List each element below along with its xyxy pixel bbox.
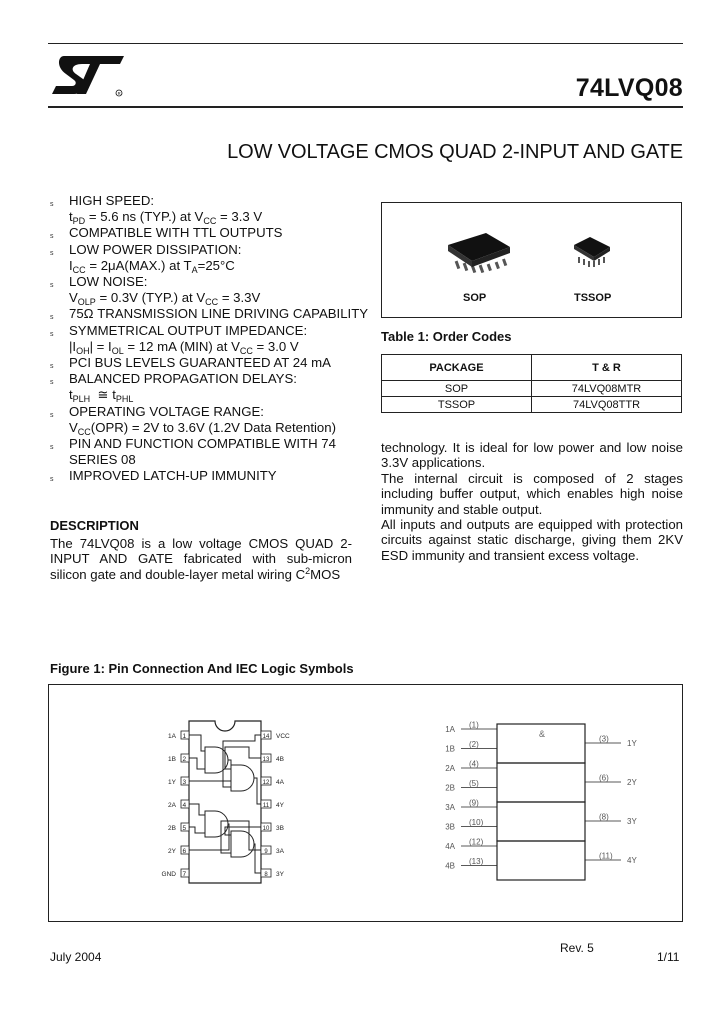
feature-item xyxy=(50,306,370,322)
iec-input-number: (9) xyxy=(469,798,479,808)
feature-item xyxy=(50,404,370,436)
gate-3-icon xyxy=(231,831,254,857)
feature-text: HIGH SPEED: xyxy=(69,193,155,208)
table-cell: 74LVQ08TTR xyxy=(532,397,682,413)
iec-output-name: 4Y xyxy=(627,856,637,865)
pin-name: 1A xyxy=(168,733,176,740)
iec-and-symbol: & xyxy=(539,729,546,739)
feature-item xyxy=(50,436,370,468)
document-title: LOW VOLTAGE CMOS QUAD 2-INPUT AND GATE xyxy=(227,141,683,163)
feature-detail: $V_{OLP} = 0.3V$ (TYP.) at $V_{CC} = 3.3V$ xyxy=(69,290,261,308)
feature-text: OPERATING VOLTAGE RANGE: xyxy=(69,403,264,419)
table-header-row xyxy=(382,355,682,381)
feature-item xyxy=(50,225,370,241)
header-rule xyxy=(48,106,683,108)
feature-text: 75Ω TRANSMISSION LINE DRIVING CAPABILITY xyxy=(69,306,369,322)
iec-input-name: 2A xyxy=(445,764,455,773)
top-rule xyxy=(48,43,683,44)
iec-input-name: 1A xyxy=(445,725,455,734)
table-header-tr: T & R xyxy=(532,355,682,381)
dip-package-outline xyxy=(189,721,261,883)
iec-output-name: 1Y xyxy=(627,739,637,748)
description-paragraph-3: The internal circuit is composed of 2 stages including buffer output, which enables high noise immunity and stable output. xyxy=(381,470,683,517)
pin-number: 4 xyxy=(182,802,187,809)
order-codes-table xyxy=(381,354,682,413)
feature-text: LOW NOISE: xyxy=(69,274,148,290)
feature-detail: $t_{PLH}$ ≅ $t_{PHL}$ xyxy=(69,387,134,405)
pin-number: 3 xyxy=(182,779,187,786)
pin-number: 12 xyxy=(262,780,270,786)
feature-item xyxy=(50,193,370,225)
feature-text: COMPATIBLE WITH TTL OUTPUTS xyxy=(69,225,283,241)
iec-input-number: (5) xyxy=(469,779,479,788)
iec-output-number: (11) xyxy=(599,851,613,861)
description-paragraph-4: All inputs and outputs are equipped with protection circuits against static discharge, giving them 2KV ESD immunity and transient excess voltage. xyxy=(381,517,683,563)
footer-revision: Rev. 5 xyxy=(560,941,594,955)
pin-connection-diagram xyxy=(49,685,682,921)
pin-name: 4Y xyxy=(276,802,284,809)
feature-detail: $|I_{OH}| = I_{OL} = 12$ mA (MIN) at $V_{CC} = 3.0$ V xyxy=(69,338,299,356)
pin-number: 6 xyxy=(182,848,187,855)
pin-number: 8 xyxy=(264,872,268,878)
feature-item xyxy=(50,242,370,274)
feature-detail: $V_{CC}(OPR) = 2V$ to 3.6V (1.2V Data Retention) xyxy=(69,419,336,437)
iec-input-number: (10) xyxy=(469,818,484,827)
internal-gates xyxy=(189,735,261,873)
table-header-package: PACKAGE xyxy=(382,355,532,381)
pin-name: 3B xyxy=(276,825,284,832)
feature-item xyxy=(50,355,370,371)
iec-input-name: 4B xyxy=(445,861,455,871)
part-number: 74LVQ08 xyxy=(575,74,683,102)
iec-input-name: 4A xyxy=(445,842,455,851)
pin-name: 1B xyxy=(168,756,176,763)
iec-input-number: (4) xyxy=(469,759,479,769)
iec-input-name: 1B xyxy=(445,744,455,754)
feature-list xyxy=(50,193,370,485)
iec-input-name: 3A xyxy=(445,803,455,812)
footer-page-number: 1/11 xyxy=(657,950,680,964)
pin-number: 14 xyxy=(262,734,270,740)
feature-text: PIN AND FUNCTION COMPATIBLE WITH 74 SERIES 08 xyxy=(69,436,336,468)
iec-output-name: 3Y xyxy=(627,817,637,826)
bullet-icon: s xyxy=(50,314,54,322)
bullet-icon: s xyxy=(50,444,54,452)
description-heading: DESCRIPTION xyxy=(50,518,139,533)
feature-text: LOW POWER DISSIPATION: xyxy=(69,241,242,257)
feature-item xyxy=(50,468,370,484)
description-paragraph-2: technology. It is ideal for low power and low noise 3.3V applications. xyxy=(381,440,683,471)
feature-detail: $I_{CC} = 2\mu A(MAX.)$ at $T_A=25^\circ C$ xyxy=(69,257,235,275)
feature-item xyxy=(50,371,370,403)
bullet-icon: s xyxy=(50,249,54,257)
feature-text: PCI BUS LEVELS GUARANTEED AT 24 mA xyxy=(69,355,331,371)
feature-detail: $t_{PD} = 5.6$ ns (TYP.) at $V_{CC} = 3.3$ V xyxy=(69,209,263,227)
iec-input-name: 3B xyxy=(445,822,455,832)
pin-name: 2B xyxy=(168,825,176,832)
pin-number: 9 xyxy=(264,849,268,855)
pin-number: 5 xyxy=(182,825,187,832)
pin-number: 13 xyxy=(262,757,270,763)
svg-text:R: R xyxy=(117,90,121,96)
pin-name: 3Y xyxy=(276,871,284,878)
pin-number: 10 xyxy=(262,826,270,832)
iec-input-number: (1) xyxy=(469,720,479,730)
pin-name: VCC xyxy=(276,733,290,740)
pin-name: 4A xyxy=(276,779,284,786)
iec-input-number: (12) xyxy=(469,837,484,847)
iec-output-name: 2Y xyxy=(627,778,637,787)
order-table-title: Table 1: Order Codes xyxy=(381,329,512,344)
bullet-icon: s xyxy=(50,363,54,371)
bullet-icon: s xyxy=(50,282,54,290)
pin-name: GND xyxy=(161,871,176,878)
figure-box xyxy=(48,684,683,922)
feature-text: SYMMETRICAL OUTPUT IMPEDANCE: xyxy=(69,322,308,338)
package-box xyxy=(381,202,682,318)
pin-name: 4B xyxy=(276,756,284,763)
pin-name: 3A xyxy=(276,848,284,855)
table-row xyxy=(382,397,682,413)
iec-logic-symbol xyxy=(497,724,585,880)
iec-output-number: (3) xyxy=(599,734,609,744)
pin-number: 7 xyxy=(182,871,187,878)
bullet-icon: s xyxy=(50,379,54,387)
feature-item xyxy=(50,323,370,355)
feature-text: IMPROVED LATCH-UP IMMUNITY xyxy=(69,468,277,484)
table-cell: 74LVQ08MTR xyxy=(532,381,682,397)
pin-name: 2Y xyxy=(168,848,176,855)
feature-text: BALANCED PROPAGATION DELAYS: xyxy=(69,371,297,387)
bullet-icon: s xyxy=(50,330,54,338)
description-continued xyxy=(381,440,683,563)
pin-number: 1 xyxy=(182,733,187,740)
sop-chip-icon xyxy=(446,231,512,273)
bullet-icon: s xyxy=(50,233,54,241)
description-paragraph-1: The 74LVQ08 is a low voltage CMOS QUAD 2-INPUT AND GATE fabricated with sub-micron silicon gate and double-layer metal wiring $C^2MOS$ xyxy=(50,536,352,582)
bullet-icon: s xyxy=(50,201,54,208)
bullet-icon: s xyxy=(50,476,54,484)
tssop-label: TSSOP xyxy=(574,292,612,304)
bullet-icon: s xyxy=(50,411,54,419)
figure-title: Figure 1: Pin Connection And IEC Logic Symbols xyxy=(50,661,354,676)
iec-input-number: (13) xyxy=(469,857,484,866)
footer-date: July 2004 xyxy=(50,950,102,964)
feature-item xyxy=(50,274,370,306)
sop-label: SOP xyxy=(463,292,487,304)
st-logo xyxy=(50,52,124,98)
pin-name: 2A xyxy=(168,802,176,809)
iec-output-number: (6) xyxy=(599,773,609,783)
table-cell: SOP xyxy=(382,381,532,397)
pin-number: 2 xyxy=(182,756,187,763)
table-row xyxy=(382,381,682,397)
iec-input-name: 2B xyxy=(445,783,455,793)
pin-name: 1Y xyxy=(168,779,176,786)
iec-input-number: (2) xyxy=(469,740,479,749)
pin-number: 11 xyxy=(262,803,270,809)
iec-output-number: (8) xyxy=(599,812,609,822)
table-cell: TSSOP xyxy=(382,397,532,413)
gate-4-icon xyxy=(231,765,254,791)
tssop-chip-icon xyxy=(572,235,612,269)
